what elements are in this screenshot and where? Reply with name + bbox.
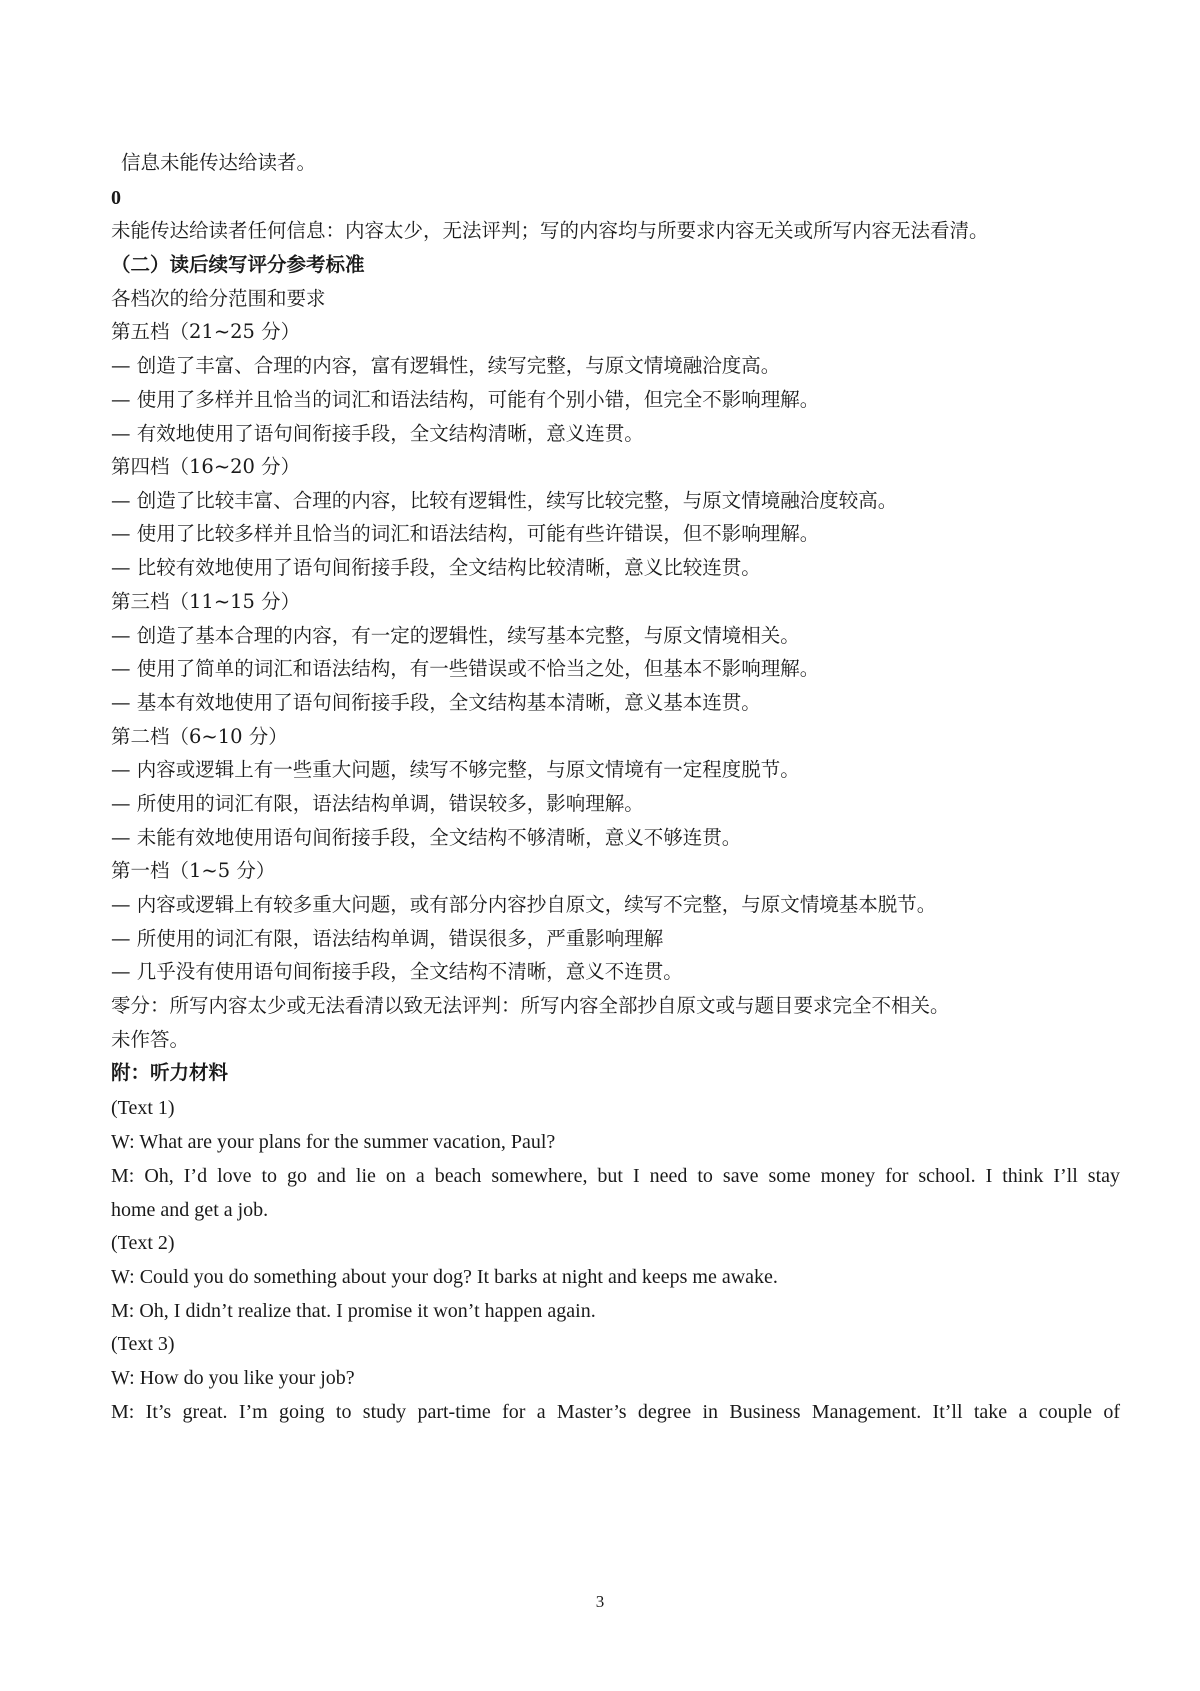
text-line: 未作答。 xyxy=(111,1028,190,1051)
criteria-item: — 创造了基本合理的内容，有一定的逻辑性，续写基本完整，与原文情境相关。 xyxy=(111,624,800,647)
band-heading: 第五档（21~25 分） xyxy=(111,320,301,343)
criteria-item: — 几乎没有使用语句间衔接手段，全文结构不清晰，意义不连贯。 xyxy=(111,960,683,983)
criteria-item: — 内容或逻辑上有较多重大问题，或有部分内容抄自原文，续写不完整，与原文情境基本脱节。 xyxy=(111,893,937,916)
dialogue-line: M: Oh, I didn’t realize that. I promise it won’t happen again. xyxy=(111,1300,596,1322)
dialogue-line: M: Oh, I’d love to go and lie on a beach somewhere, but I need to save some money for school. I think I’ll stay xyxy=(111,1165,1120,1187)
listening-text-label: (Text 2) xyxy=(111,1232,175,1254)
criteria-item: — 所使用的词汇有限，语法结构单调，错误较多，影响理解。 xyxy=(111,792,644,815)
text-line: 各档次的给分范围和要求 xyxy=(111,287,326,310)
criteria-item: — 使用了简单的词汇和语法结构，有一些错误或不恰当之处，但基本不影响理解。 xyxy=(111,657,820,680)
criteria-item: — 使用了多样并且恰当的词汇和语法结构，可能有个别小错，但完全不影响理解。 xyxy=(111,388,820,411)
criteria-item: — 比较有效地使用了语句间衔接手段，全文结构比较清晰，意义比较连贯。 xyxy=(111,556,761,579)
band-heading: 第四档（16~20 分） xyxy=(111,455,301,478)
criteria-item: — 创造了比较丰富、合理的内容，比较有逻辑性，续写比较完整，与原文情境融洽度较高。 xyxy=(111,489,898,512)
criteria-item: — 基本有效地使用了语句间衔接手段，全文结构基本清晰，意义基本连贯。 xyxy=(111,691,761,714)
dialogue-line: home and get a job. xyxy=(111,1199,269,1221)
band-heading: 第二档（6~10 分） xyxy=(111,725,288,748)
dialogue-line: W: Could you do something about your dog? It barks at night and keeps me awake. xyxy=(111,1266,778,1288)
text-line: 未能传达给读者任何信息：内容太少，无法评判；写的内容均与所要求内容无关或所写内容无法看清。 xyxy=(111,219,989,242)
criteria-item: — 有效地使用了语句间衔接手段，全文结构清晰，意义连贯。 xyxy=(111,422,644,445)
criteria-item: — 所使用的词汇有限，语法结构单调，错误很多，严重影响理解 xyxy=(111,927,664,950)
appendix-heading: 附：听力材料 xyxy=(111,1061,229,1084)
listening-text-label: (Text 1) xyxy=(111,1097,175,1119)
criteria-item: — 创造了丰富、合理的内容，富有逻辑性，续写完整，与原文情境融洽度高。 xyxy=(111,354,781,377)
band-heading: 第三档（11~15 分） xyxy=(111,590,301,613)
zero-score-text: 零分：所写内容太少或无法看清以致无法评判：所写内容全部抄自原文或与题目要求完全不相关。 xyxy=(111,994,950,1017)
band-heading: 第一档（1~5 分） xyxy=(111,859,276,882)
listening-text-label: (Text 3) xyxy=(111,1333,175,1355)
text-line: 信息未能传达给读者。 xyxy=(121,151,317,174)
criteria-item: — 内容或逻辑上有一些重大问题，续写不够完整，与原文情境有一定程度脱节。 xyxy=(111,758,800,781)
page-number: 3 xyxy=(595,1592,605,1611)
criteria-item: — 使用了比较多样并且恰当的词汇和语法结构，可能有些许错误，但不影响理解。 xyxy=(111,522,820,545)
criteria-item: — 未能有效地使用语句间衔接手段，全文结构不够清晰，意义不够连贯。 xyxy=(111,826,742,849)
dialogue-line: W: What are your plans for the summer vacation, Paul? xyxy=(111,1131,556,1153)
dialogue-line: M: It’s great. I’m going to study part-time for a Master’s degree in Business Management. It’ll take a couple of xyxy=(111,1401,1120,1423)
section-heading: （二）读后续写评分参考标准 xyxy=(111,253,365,276)
score-zero-heading: 0 xyxy=(111,187,121,209)
dialogue-line: W: How do you like your job? xyxy=(111,1367,355,1389)
